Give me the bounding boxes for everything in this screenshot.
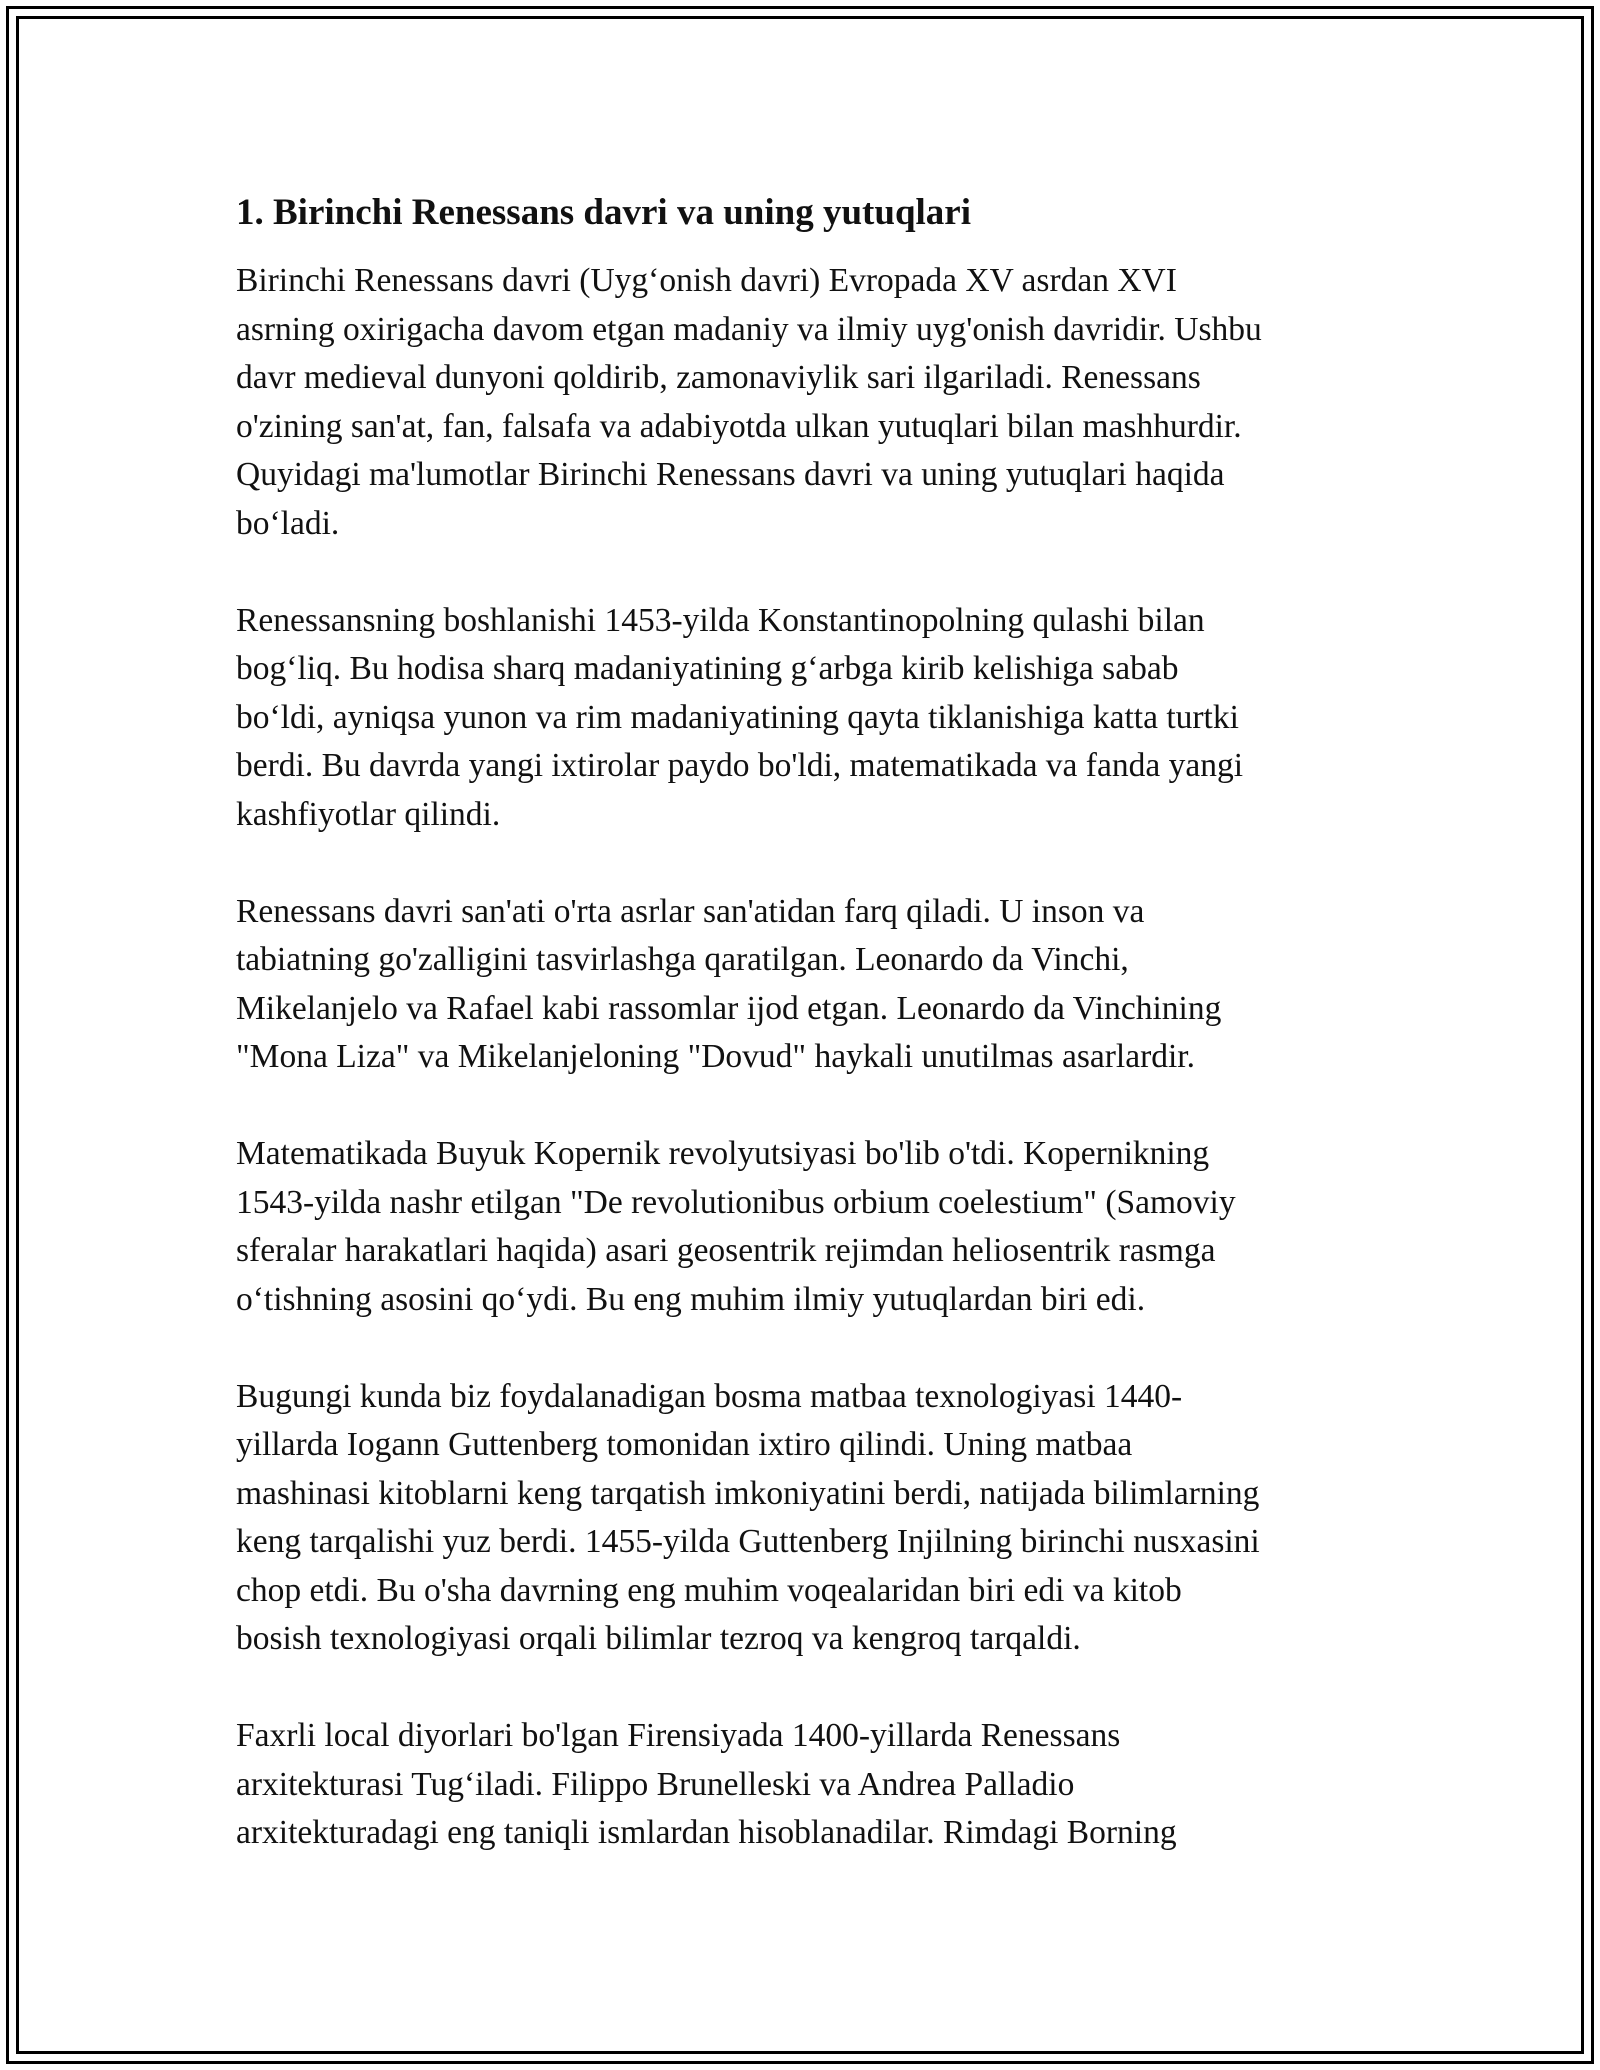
paragraph-printing bbox=[236, 1373, 1366, 1664]
section-heading: 1. Birinchi Renessans davri va uning yutuqlari bbox=[236, 192, 972, 233]
text-line: "Mona Liza" va Mikelanjeloning "Dovud" haykali unutilmas asarlardir. bbox=[236, 1038, 1195, 1075]
text-line: keng tarqalishi yuz berdi. 1455-yilda Guttenberg Injilning birinchi nusxasini bbox=[236, 1523, 1260, 1560]
text-line: sferalar harakatlari haqida) asari geosentrik rejimdan heliosentrik rasmga bbox=[236, 1232, 1216, 1269]
text-line: Matematikada Buyuk Kopernik revolyutsiyasi bo'lib o'tdi. Kopernikning bbox=[236, 1135, 1210, 1172]
text-line: kashfiyotlar qilindi. bbox=[236, 795, 501, 833]
text-line: yillarda Iogann Guttenberg tomonidan ixtiro qilindi. Uning matbaa bbox=[236, 1426, 1133, 1463]
text-line: bosish texnologiyasi orqali bilimlar tezroq va kengroq tarqaldi. bbox=[236, 1620, 1081, 1657]
paragraph-intro bbox=[236, 257, 1366, 548]
text-line: Mikelanjelo va Rafael kabi rassomlar ijod etgan. Leonardo da Vinchining bbox=[236, 989, 1222, 1027]
paragraph-mathematics bbox=[236, 1130, 1366, 1324]
text-line: bog‘liq. Bu hodisa sharq madaniyatining g‘arbga kirib kelishiga sabab bbox=[236, 650, 1179, 687]
text-line: arxitekturasi Tug‘iladi. Filippo Brunelleski va Andrea Palladio bbox=[236, 1765, 1075, 1803]
paragraph-art bbox=[236, 888, 1366, 1082]
text-line: Faxrli local diyorlari bo'lgan Firensiyada 1400-yillarda Renessans bbox=[236, 1717, 1121, 1754]
text-line: Birinchi Renessans davri (Uyg‘onish davri) Evropada XV asrdan XVI bbox=[236, 262, 1177, 299]
text-line: bo‘ldi, ayniqsa yunon va rim madaniyatining qayta tiklanishiga katta turtki bbox=[236, 698, 1239, 736]
text-line: tabiatning go'zalligini tasvirlashga qaratilgan. Leonardo da Vinchi, bbox=[236, 941, 1129, 978]
text-line: Renessans davri san'ati o'rta asrlar san'atidan farq qiladi. U inson va bbox=[236, 892, 1145, 930]
text-line: o'zining san'at, fan, falsafa va adabiyotda ulkan yutuqlari bilan mashhurdir. bbox=[236, 407, 1242, 445]
text-line: berdi. Bu davrda yangi ixtirolar paydo bo'ldi, matematikada va fanda yangi bbox=[236, 747, 1243, 784]
document-body bbox=[236, 187, 1366, 1906]
text-line: davr medieval dunyoni qoldirib, zamonaviylik sari ilgariladi. Renessans bbox=[236, 359, 1201, 396]
text-line: bo‘ladi. bbox=[236, 504, 340, 542]
text-line: Bugungi kunda biz foydalanadigan bosma matbaa texnologiyasi 1440- bbox=[236, 1377, 1183, 1415]
text-line: Renessansning boshlanishi 1453-yilda Konstantinopolning qulashi bilan bbox=[236, 601, 1205, 639]
text-line: 1543-yilda nashr etilgan "De revolutionibus orbium coelestium" (Samoviy bbox=[236, 1183, 1236, 1221]
paragraph-architecture bbox=[236, 1712, 1366, 1858]
text-line: chop etdi. Bu o'sha davrning eng muhim voqealaridan biri edi va kitob bbox=[236, 1571, 1182, 1609]
text-line: mashinasi kitoblarni keng tarqatish imkoniyatini berdi, natijada bilimlarning bbox=[236, 1474, 1260, 1512]
text-line: Quyidagi ma'lumotlar Birinchi Renessans davri va uning yutuqlari haqida bbox=[236, 456, 1225, 493]
text-line: asrning oxirigacha davom etgan madaniy va ilmiy uyg'onish davridir. Ushbu bbox=[236, 310, 1262, 348]
paragraph-beginning bbox=[236, 597, 1366, 840]
text-line: arxitekturadagi eng taniqli ismlardan hisoblanadilar. Rimdagi Borning bbox=[236, 1814, 1177, 1851]
text-line: o‘tishning asosini qo‘ydi. Bu eng muhim ilmiy yutuqlardan biri edi. bbox=[236, 1280, 1146, 1318]
